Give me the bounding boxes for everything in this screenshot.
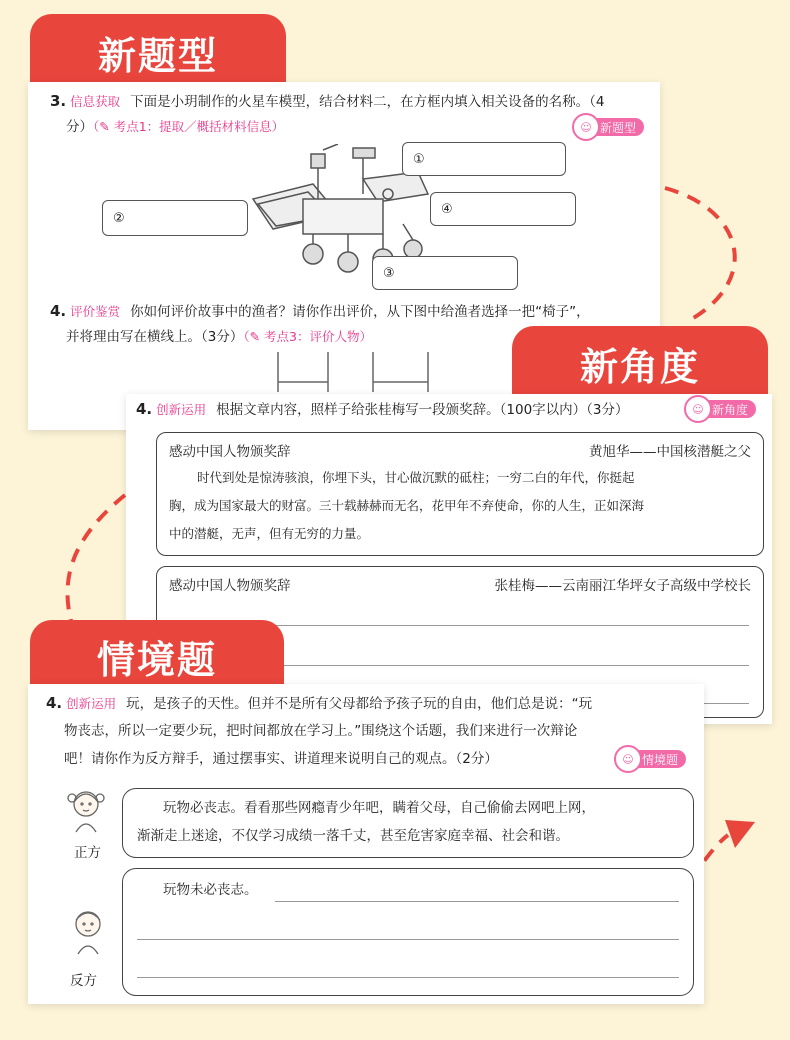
q3-hint: （✎ 考点1：提取／概括材料信息） — [93, 119, 285, 134]
example-award-panel — [156, 432, 764, 556]
q4-text: 你如何评价故事中的渔者？请你作出评价，从下图中给渔者选择一把“椅子”， — [130, 304, 590, 320]
smiley-icon: ☺ — [684, 395, 712, 423]
example-line-1: 时代到处是惊涛骇浪，你埋下头，甘心做沉默的砥柱；一穷二白的年代，你挺起 — [197, 470, 635, 485]
q4-situation-line-3: 吧！请你作为反方辩手，通过摆事实、讲道理来说明自己的观点。（2分） — [64, 751, 498, 767]
example-line-2: 胸，成为国家最大的财富。三十载赫赫而无名，花甲年不弃使命，你的人生，正如深海 — [169, 498, 645, 513]
con-speech-bubble — [122, 868, 694, 996]
tab-situation-label: 情境题 — [96, 637, 217, 682]
tab-new-question-type — [30, 14, 286, 90]
q4-text-2: 并将理由写在横线上。（3分） — [66, 329, 244, 345]
q4-situation-line-1 — [46, 690, 696, 717]
badge-new-question-label: 新题型 — [600, 120, 637, 135]
example-line-3: 中的潜艇，无声，但有无穷的力量。 — [169, 526, 370, 541]
con-answer-line-1[interactable] — [275, 901, 679, 902]
tab-situation — [30, 620, 284, 692]
q4-tag: 评价鉴赏 — [70, 304, 121, 319]
q3-number: 3. — [50, 92, 67, 110]
q4-number: 4. — [50, 302, 67, 320]
question-card-3 — [28, 684, 704, 1004]
answer-box-2-number: ② — [113, 210, 125, 226]
tab-new-question-type-label: 新题型 — [97, 33, 218, 78]
answer-person: 张桂梅——云南丽江华坪女子高级中学校长 — [494, 578, 751, 594]
answer-title: 感动中国人物颁奖辞 — [169, 578, 291, 594]
tab-new-angle — [512, 326, 768, 400]
badge-new-angle — [688, 400, 756, 418]
q4-line-1 — [50, 298, 660, 325]
q4-situation-text: 玩，是孩子的天性。但并不是所有父母都给予孩子玩的自由，他们总是说：“玩 — [126, 696, 593, 712]
q3-line-1 — [50, 88, 650, 115]
con-answer-line-2[interactable] — [137, 939, 679, 940]
q4-situation-line-2: 物丧志，所以一定要少玩，把时间都放在学习上。”围绕这个话题，我们来进行一次辩论 — [64, 723, 578, 739]
answer-box-4[interactable] — [430, 192, 576, 226]
arrowhead-icon — [725, 820, 755, 848]
q3-tag: 信息获取 — [70, 94, 121, 109]
answer-box-2[interactable] — [102, 200, 248, 236]
smiley-icon: ☺ — [572, 113, 600, 141]
example-title: 感动中国人物颁奖辞 — [169, 444, 291, 460]
pro-line-1: 玩物必丧志。看看那些网瘾青少年吧，瞒着父母，自己偷偷去网吧上网， — [163, 800, 595, 816]
tab-new-angle-label: 新角度 — [579, 344, 700, 389]
con-line-1: 玩物未必丧志。 — [163, 882, 258, 898]
answer-box-3[interactable] — [372, 256, 518, 290]
answer-box-1-number: ① — [413, 151, 425, 167]
q4-angle-line — [136, 396, 696, 423]
badge-new-question — [576, 118, 644, 136]
chair-illustration — [268, 352, 438, 398]
q4-situation-number: 4. — [46, 694, 63, 712]
q4-angle-number: 4. — [136, 400, 153, 418]
q4-line-2 — [66, 324, 372, 350]
q4-angle-text: 根据文章内容，照样子给张桂梅写一段颁奖辞。（100字以内）（3分） — [216, 402, 629, 418]
dashed-connector-left — [67, 495, 125, 625]
badge-situation-label: 情境题 — [642, 752, 679, 767]
badge-new-angle-label: 新角度 — [712, 402, 749, 417]
pro-line-2: 渐渐走上迷途，不仅学习成绩一落千丈，甚至危害家庭幸福、社会和谐。 — [137, 828, 569, 844]
answer-box-4-number: ④ — [441, 201, 453, 217]
badge-situation — [618, 750, 686, 768]
q4-hint: （✎ 考点3：评价人物） — [243, 329, 372, 344]
example-person: 黄旭华——中国核潜艇之父 — [589, 444, 751, 460]
con-label: 反方 — [70, 973, 97, 989]
q4-situation-tag: 创新运用 — [66, 696, 117, 711]
q3-line-2 — [66, 114, 284, 140]
q4-angle-tag: 创新运用 — [156, 402, 207, 417]
pro-speech-bubble — [122, 788, 694, 858]
answer-box-3-number: ③ — [383, 265, 395, 281]
q3-text-2: 分） — [66, 119, 93, 135]
dashed-connector-upper — [665, 188, 735, 320]
q3-text: 下面是小玥制作的火星车模型，结合材料二，在方框内填入相关设备的名称。（4 — [130, 94, 605, 110]
answer-box-1[interactable] — [402, 142, 566, 176]
smiley-icon: ☺ — [614, 745, 642, 773]
con-answer-line-3[interactable] — [137, 977, 679, 978]
pro-label: 正方 — [74, 845, 101, 861]
girl-avatar-icon — [64, 784, 108, 836]
boy-avatar-icon — [68, 906, 112, 958]
